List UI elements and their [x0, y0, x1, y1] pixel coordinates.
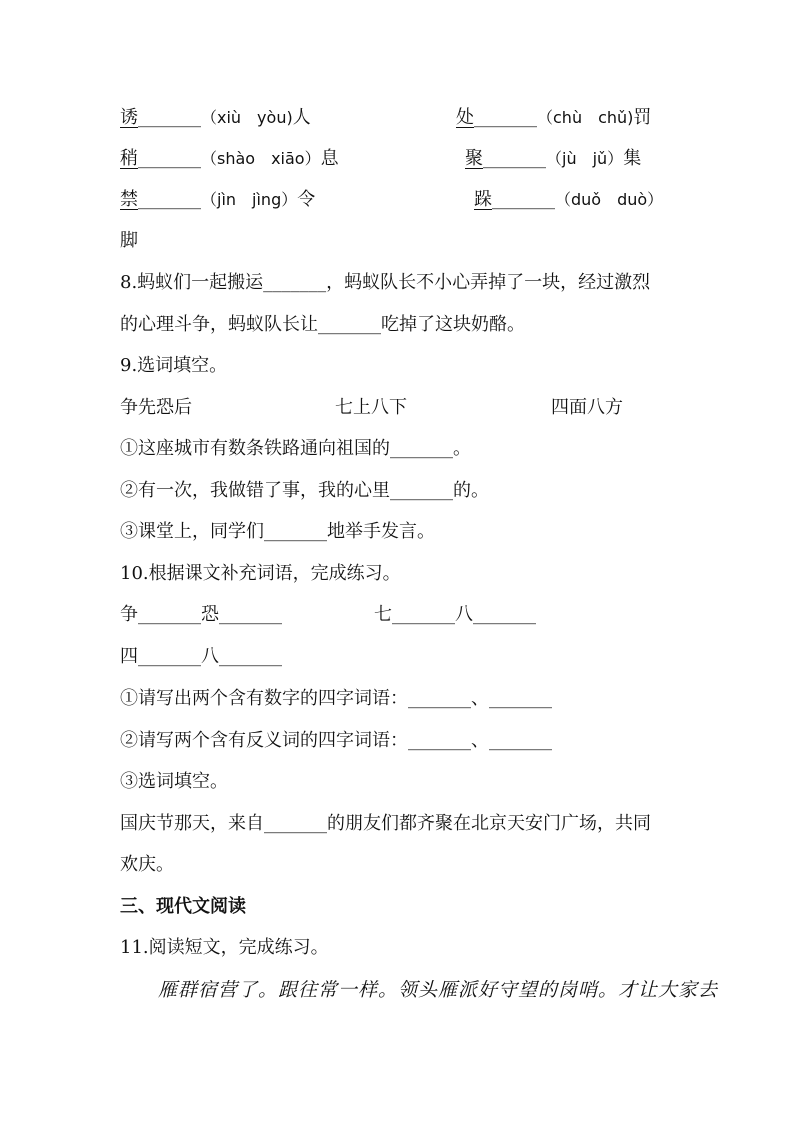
target-char: 聚 [465, 148, 483, 169]
pinyin-row-2-right [465, 144, 641, 174]
reading-passage-line-1: 雁群宿营了。跟往常一样。领头雁派好守望的岗哨。才让大家去 [158, 979, 719, 1001]
question-9-item-2: ②有一次，我做错了事，我的心里_______的。 [120, 480, 489, 501]
word-bank-1: 争先恐后 [120, 397, 192, 418]
pinyin-options: （shào xiāo） [201, 149, 321, 168]
section-3-heading: 三、现代文阅读 [120, 896, 246, 917]
word-tail: 令 [297, 189, 316, 210]
question-9-item-3: ③课堂上，同学们_______地举手发言。 [120, 521, 435, 542]
question-9-item-1: ①这座城市有数条铁路通向祖国的_______。 [120, 438, 471, 459]
question-10-item-3: ③选词填空。 [120, 771, 228, 792]
question-10-sentence-line-2: 欢庆。 [120, 854, 174, 875]
question-10-sentence-line-1: 国庆节那天，来自_______的朋友们都齐聚在北京天安门广场，共同 [120, 813, 651, 834]
pinyin-options: （chù chǔ) [537, 108, 634, 127]
word-tail: 罚 [633, 107, 652, 128]
pinyin-row-3-right [474, 185, 663, 215]
word-bank-3: 四面八方 [551, 397, 623, 418]
idiom-fill-1: 争_______恐_______ [120, 604, 282, 625]
question-10-item-1: ①请写出两个含有数字的四字词语：_______、_______ [120, 688, 552, 709]
pinyin-row-2 [120, 144, 339, 174]
pinyin-options: （jù jǔ） [546, 149, 624, 168]
answer-blank: _______ [483, 148, 546, 169]
pinyin-options: （duǒ duò） [555, 190, 664, 209]
target-char: 跺 [474, 189, 492, 210]
question-11-title: 11.阅读短文，完成练习。 [120, 937, 329, 958]
target-char: 禁 [120, 189, 138, 210]
target-char: 处 [456, 107, 474, 128]
answer-blank: _______ [138, 107, 201, 128]
question-10-title: 10.根据课文补充词语，完成练习。 [120, 563, 401, 584]
question-10-item-2: ②请写两个含有反义词的四字词语：_______、_______ [120, 730, 552, 751]
wrapped-tail: 脚 [120, 230, 138, 251]
word-tail: 息 [320, 148, 339, 169]
target-char: 稍 [120, 148, 138, 169]
answer-blank: _______ [474, 107, 537, 128]
word-tail: 集 [623, 148, 642, 169]
answer-blank: _______ [138, 148, 201, 169]
target-char: 诱 [120, 107, 138, 128]
pinyin-options: （xiù yòu) [201, 108, 293, 127]
question-8-line-2: 的心理斗争，蚂蚁队长让_______吃掉了这块奶酪。 [120, 314, 525, 335]
answer-blank: _______ [492, 189, 555, 210]
idiom-fill-2: 七_______八_______ [374, 604, 536, 625]
word-tail: 人 [292, 107, 311, 128]
word-bank-2: 七上八下 [335, 397, 407, 418]
pinyin-row-3 [120, 185, 315, 215]
question-9-title: 9.选词填空。 [120, 355, 228, 376]
pinyin-row-1 [120, 103, 311, 133]
pinyin-options: （jìn jìng） [201, 190, 298, 209]
idiom-fill-3: 四_______八_______ [120, 646, 282, 667]
answer-blank: _______ [138, 189, 201, 210]
question-8-line-1: 8.蚂蚁们一起搬运_______，蚂蚁队长不小心弄掉了一块，经过激烈 [120, 272, 651, 293]
pinyin-row-1-right [456, 103, 651, 133]
